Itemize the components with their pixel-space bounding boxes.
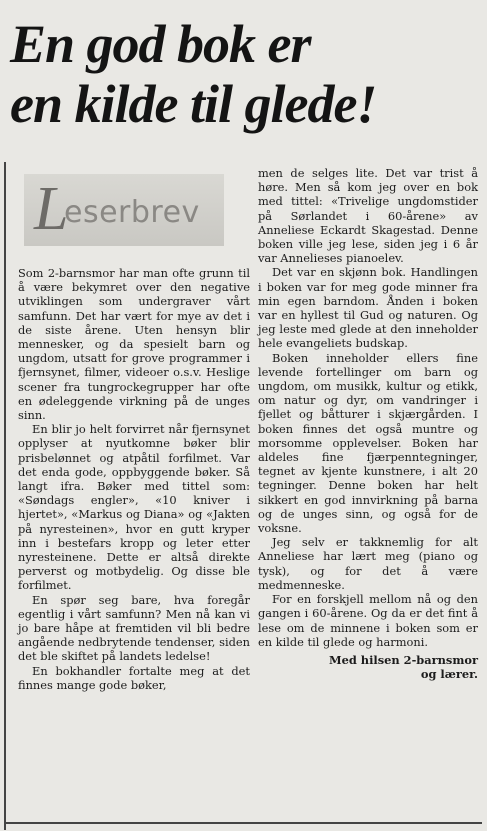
paragraph: Som 2-barnsmor har man ofte grunn til å være bekymret over den negative utviklingen som undergraver vårt samfunn. Det har vært for mye av det i de siste årene. Uten hensyn blir mennesker, og da spesielt barn og ungdom, utsatt for grove programmer i fjernsynet, filmer, videoer o.s.v. Heslige scener fra tungrockegrupper har ofte en ødeleggende virkning på de unges sinn. <box>18 266 250 423</box>
signature-line-1: Med hilsen 2-barnsmor <box>329 652 478 667</box>
paragraph: En blir jo helt forvirret når fjernsynet opplyser at nyutkomne bøker blir prisbelønnet og atpåtil forfilmet. Var det enda gode, oppbyggende bøker. Så langt ifra. Bøker med tittel som: «Søndags engler», «10 kniver i hjertet», «Markus og Diana» og «Jakten på nyresteinen», hvor en gutt kryper inn i bestefars kropp og leter etter nyresteinene. Dette er altså direkte perverst og motbydelig. Og disse ble forfilmet. <box>18 422 250 593</box>
paragraph: men de selges lite. Det var trist å høre. Men så kom jeg over en bok med tittel: «Trivelige ungdomstider på Sørlandet i 60-årene» av Anneliese Eckardt Skagestad. Denne boken ville jeg lese, siden jeg i 6 år var Annelieses pianoelev. <box>258 166 478 266</box>
paragraph: For en forskjell mellom nå og den gangen i 60-årene. Og da er det fint å lese om de minnene i boken som er en kilde til glede og harmoni. <box>258 592 478 649</box>
signature <box>258 653 478 681</box>
paragraph: Det var en skjønn bok. Handlingen i boken var for meg gode minner fra min egen barndom. Ånden i boken var en hyllest til Gud og naturen. Og jeg leste med glede at den inneholder hele evangeliets budskap. <box>258 265 478 351</box>
logo-wordmark: eserbrev <box>64 195 200 230</box>
signature-line-2: og lærer. <box>420 667 478 682</box>
headline-line-2: en kilde til glede! <box>10 74 377 134</box>
paragraph: En bokhandler fortalte meg at det finnes mange gode bøker, <box>18 663 250 692</box>
paragraph: Boken inneholder ellers fine levende fortellinger om barn og ungdom, om musikk, kultur og etikk, om natur og dyr, om vandringer i fjellet og båtturer i skjærgården. I boken finnes det også muntre og morsomme opplevelser. Boken har aldeles fine fjærpenntegninger, tegnet av kjente kunstnere, i alt 20 tegninger. Denne boken har helt sikkert en god innvirkning på barna og de unges sinn, og også for de voksne. <box>258 350 478 536</box>
headline <box>10 14 480 134</box>
bottom-border-rule <box>4 822 482 824</box>
article-right-column <box>258 166 478 681</box>
paragraph: En spør seg bare, hva foregår egentlig i vårt samfunn? Men nå kan vi jo bare håpe at fremtiden vil bli bedre angående nedbrytende tendenser, siden det ble skiftet på landets ledelse! <box>18 592 250 664</box>
left-border-rule <box>4 162 6 830</box>
logo-initial-letter: L <box>34 175 69 243</box>
leserbrev-logo <box>24 174 224 246</box>
article-left-column <box>18 166 250 692</box>
paragraph: Jeg selv er takknemlig for alt Anneliese har lært meg (piano og tysk), og for det å være medmenneske. <box>258 535 478 592</box>
headline-line-1: En god bok er <box>10 14 311 74</box>
